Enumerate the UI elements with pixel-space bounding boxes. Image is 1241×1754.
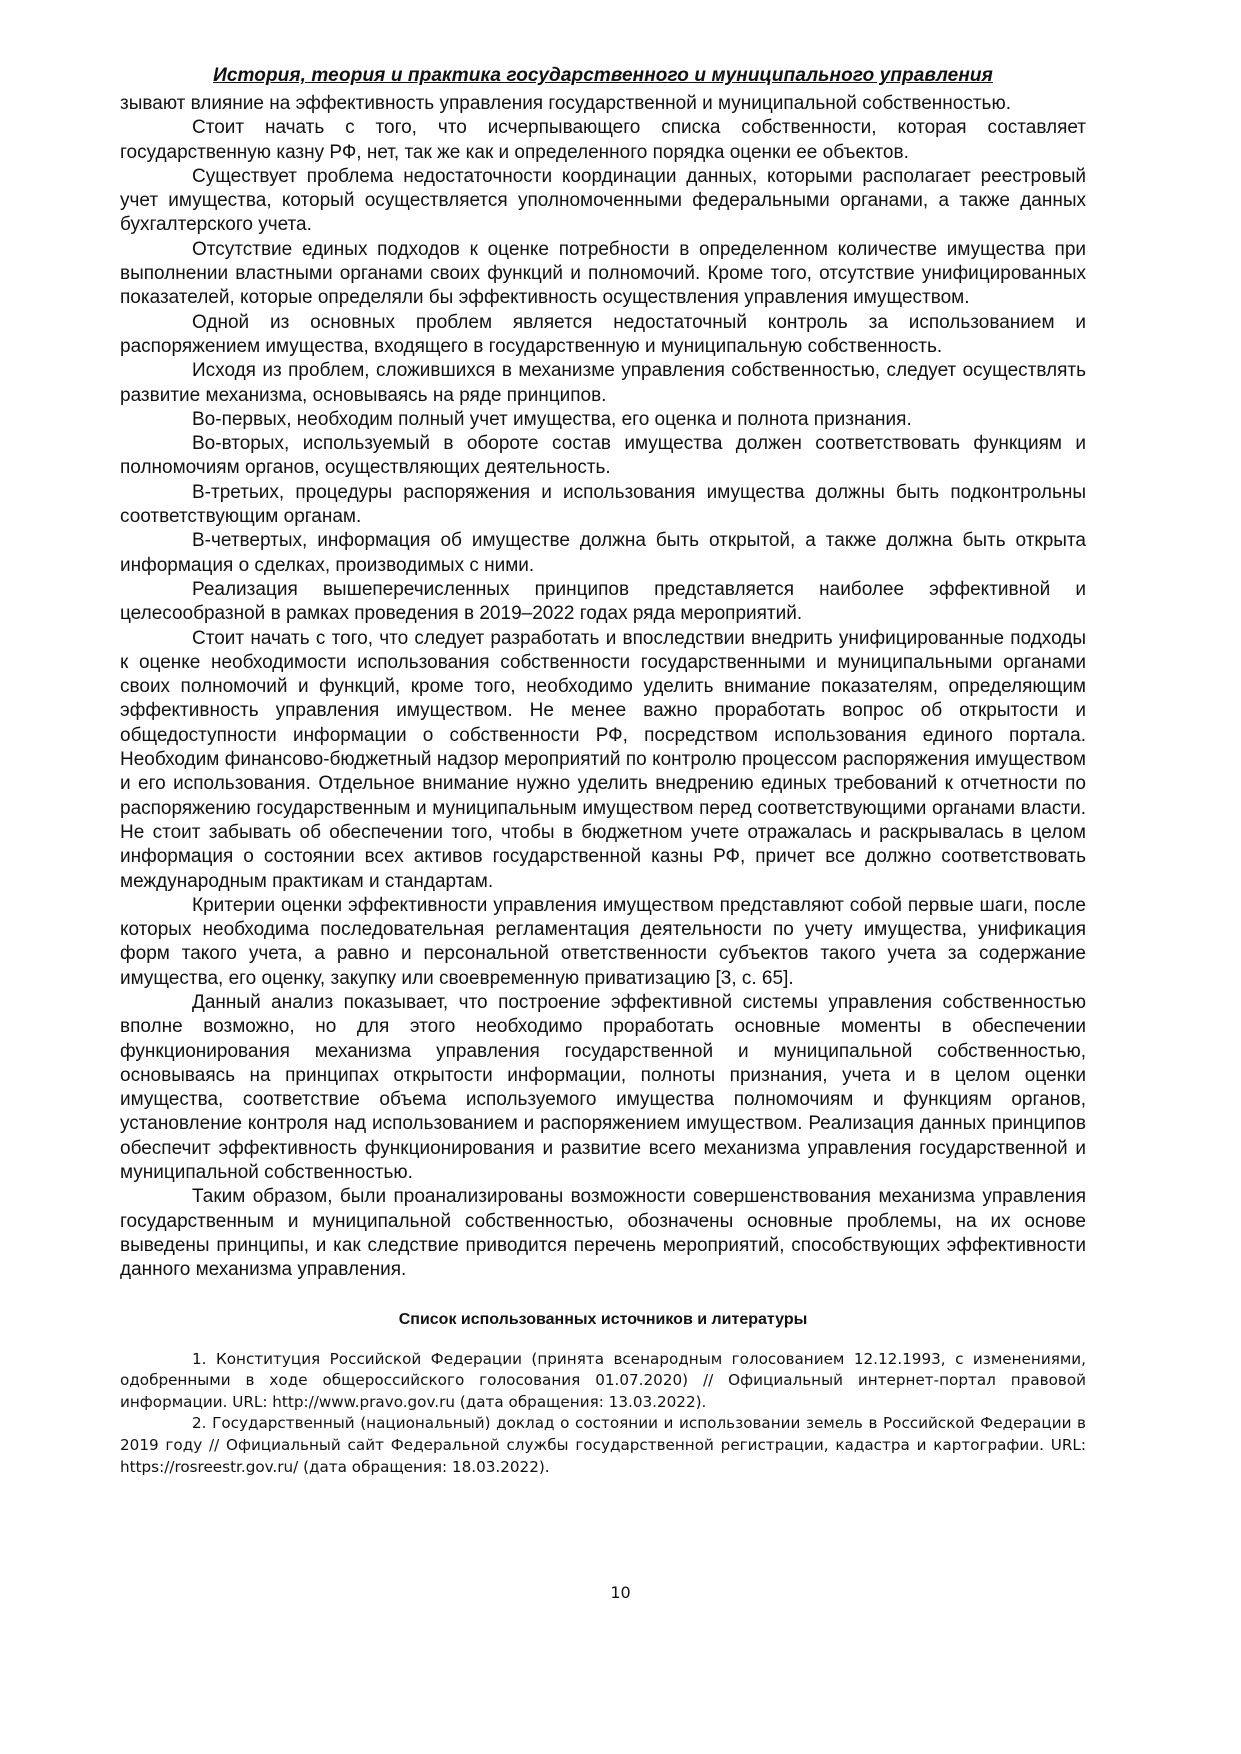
reference-item: 1. Конституция Российской Федерации (принята всенародным голосованием 12.12.1993, с изменениями, одобренными в ходе общероссийского голосования 01.07.2020) // Официальный интернет-портал правовой информации. URL: http://www.pravo.gov.ru (дата обращения: 13.03.2022). (120, 1349, 1086, 1411)
running-header: История, теория и практика государственного и муниципального управления (213, 65, 993, 86)
paragraph: Данный анализ показывает, что построение эффективной системы управления собственностью вполне возможно, но для этого необходимо проработать основные моменты в обеспечении функционирования механизма управления государственной и муниципальной собственностью, основываясь на принципах открытости информации, полноты признания, учета и в целом оценки имущества, соответствие объема используемого имущества полномочиям и функциям органов, установление контроля над использованием и распоряжением имуществом. Реализация данных принципов обеспечит эффективность функционирования и развитие всего механизма управления государственной и муниципальной собственностью. (120, 991, 1086, 1184)
paragraph: Во-вторых, используемый в обороте состав имущества должен соответствовать функциям и полномочиям органов, осуществляющих деятельность. (120, 433, 1086, 479)
paragraph: Реализация вышеперечисленных принципов представляется наиболее эффективной и целесообразной в рамках проведения в 2019–2022 годах ряда мероприятий. (120, 578, 1086, 625)
paragraph: Во-первых, необходим полный учет имущества, его оценка и полнота признания. (192, 408, 912, 430)
page-number: 10 (610, 1583, 631, 1602)
paragraph: В-третьих, процедуры распоряжения и использования имущества должны быть подконтрольны соответствующим органам. (120, 481, 1086, 528)
paragraph: В-четвертых, информация об имуществе должна быть открытой, а также должна быть открыта информация о сделках, производимых с ними. (120, 530, 1086, 576)
paragraph: Таким образом, были проанализированы возможности совершенствования механизма управления государственным и муниципальной собственностью, обозначены основные проблемы, на их основе выведены принципы, и как следствие приводится перечень мероприятий, способствующих эффективности данного механизма управления. (120, 1186, 1086, 1281)
document-page (120, 64, 1086, 1478)
paragraph: Стоит начать с того, что исчерпывающего списка собственности, которая составляет государственную казну РФ, нет, так же как и определенного порядка оценки ее объектов. (120, 117, 1086, 163)
paragraph: Одной из основных проблем является недостаточный контроль за использованием и распоряжением имущества, входящего в государственную и муниципальную собственность. (120, 311, 1086, 357)
reference-item: 2. Государственный (национальный) доклад о состоянии и использовании земель в Российской Федерации в 2019 году // Официальный сайт Федеральной службы государственной регистрации, кадастра и картографии. URL: https://rosreestr.gov.ru/ (дата обращения: 18.03.2022). (120, 1414, 1086, 1476)
paragraph: Существует проблема недостаточности координации данных, которыми располагает реестровый учет имущества, который осуществляется уполномоченными федеральными органами, а также данных бухгалтерского учета. (120, 165, 1086, 236)
paragraph: зывают влияние на эффективность управления государственной и муниципальной собственностью. (120, 93, 1011, 114)
references-title: Список использованных источников и литературы (398, 1310, 808, 1328)
paragraph: Исходя из проблем, сложившихся в механизме управления собственностью, следует осуществлять развитие механизма, основываясь на ряде принципов. (120, 360, 1086, 406)
references-list (120, 1349, 1086, 1479)
paragraph: Критерии оценки эффективности управления имуществом представляют собой первые шаги, после которых необходима последовательная регламентация деятельности по учету имущества, унификация форм такого учета, а равно и персональной ответственности субъектов такого учета за содержание имущества, его оценку, закупку или своевременную приватизацию [3, с. 65]. (120, 894, 1086, 989)
article-body (120, 92, 1086, 1283)
paragraph: Отсутствие единых подходов к оценке потребности в определенном количестве имущества при выполнении властными органами своих функций и полномочий. Кроме того, отсутствие унифицированных показателей, которые определяли бы эффективность осуществления управления имуществом. (120, 238, 1086, 309)
paragraph: Стоит начать с того, что следует разработать и впоследствии внедрить унифицированные подходы к оценке необходимости использования собственности государственными и муниципальными органами своих полномочий и функций, кроме того, необходимо уделить внимание показателям, определяющим эффективность управления имуществом. Не менее важно проработать вопрос об открытости и общедоступности информации о собственности РФ, посредством использования единого портала. Необходим финансово-бюджетный надзор мероприятий по контролю процессом распоряжения имуществом и его использования. Отдельное внимание нужно уделить внедрению единых требований к отчетности по распоряжению государственным и муниципальным имуществом перед соответствующими органами власти. Не стоит забывать об обеспечении того, чтобы в бюджетном учете отражалась и раскрывалась в целом информация о состоянии всех активов государственной казны РФ, причет все должно соответствовать международным практикам и стандартам. (120, 627, 1086, 892)
